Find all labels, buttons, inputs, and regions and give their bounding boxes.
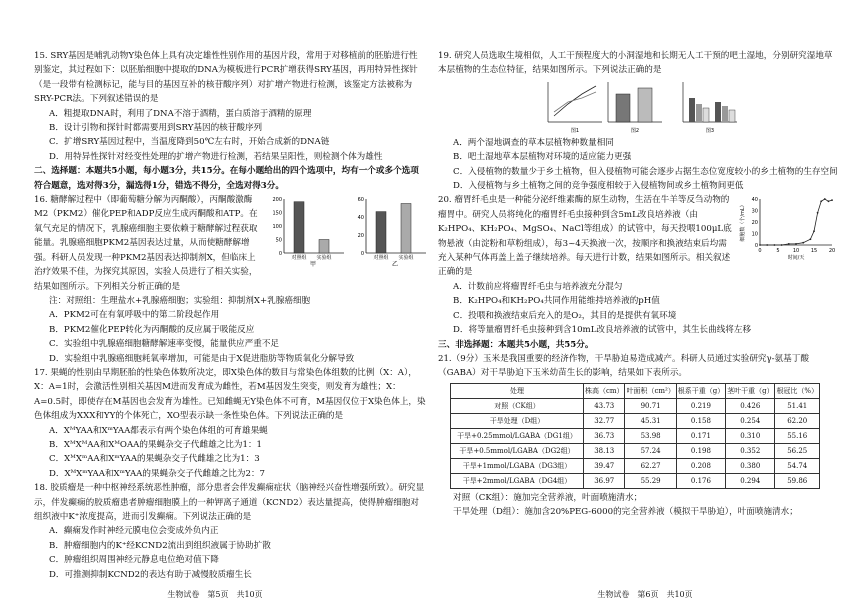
bar bbox=[616, 94, 630, 122]
data-point bbox=[781, 245, 783, 247]
panel-label: 图3 bbox=[705, 127, 715, 134]
table-cell: 39.47 bbox=[584, 458, 625, 473]
x-tick-label: 20 bbox=[828, 248, 836, 255]
table-cell: 干旱+1mmol/LGABA（DG3组） bbox=[451, 458, 584, 473]
y-tick-label: 200 bbox=[272, 197, 282, 204]
data-point bbox=[820, 201, 822, 203]
q15-option-d: D．用特异性探针对经变性处理的扩增产物进行检测，若结果呈阳性，则检测个体为雄性 bbox=[49, 151, 383, 162]
x-tick-label: 实验组 bbox=[398, 255, 414, 262]
q17-option-b: B．XᴹXᴹAA和XᴹOAA的果蝇杂交子代雌雄之比为1：1 bbox=[49, 439, 263, 450]
table-cell: 43.73 bbox=[584, 398, 625, 413]
q16-bar-charts bbox=[266, 195, 426, 273]
q18-option-d: D．可推测抑制KCND2的表达有助于减慢胶质瘤生长 bbox=[49, 569, 252, 580]
bar bbox=[401, 204, 411, 254]
y-tick-label: 50 bbox=[275, 237, 282, 244]
q16-option-c: C．实验组中乳腺癌细胞糖酵解速率变慢，能量供应严重不足 bbox=[49, 339, 280, 350]
bar bbox=[696, 104, 702, 122]
growth-line bbox=[760, 199, 832, 245]
x-tick-label: 10 bbox=[792, 248, 800, 255]
bar bbox=[294, 202, 304, 253]
bar bbox=[729, 110, 735, 122]
table-row bbox=[451, 458, 820, 473]
q15-option-b: B．设计引物和探针时都需要用到SRY基因的核苷酸序列 bbox=[49, 123, 263, 134]
y-tick-label: 10 bbox=[751, 231, 758, 238]
table-cell: 0.310 bbox=[726, 428, 775, 443]
table-cell: 0.208 bbox=[676, 458, 725, 473]
table-cell: 0.171 bbox=[676, 428, 725, 443]
data-point bbox=[824, 199, 826, 201]
page-footer-right: 生物试卷 第6页 共10页 bbox=[597, 589, 693, 599]
q18-option-a: A．癫痫发作时神经元膜电位会变成外负内正 bbox=[49, 526, 219, 537]
table-cell: 0.254 bbox=[726, 413, 775, 428]
chart-panel-jia bbox=[272, 197, 344, 268]
q19-niche-charts bbox=[438, 78, 838, 136]
series-line bbox=[554, 86, 596, 116]
table-header-row bbox=[451, 383, 820, 398]
bar bbox=[638, 88, 652, 122]
table-cell: 59.86 bbox=[775, 473, 820, 488]
table-cell: 55.29 bbox=[625, 473, 676, 488]
data-point bbox=[831, 200, 833, 202]
q19-option-d: D．入侵植物与乡土植物之间的竞争强度相较于入侵植物间或乡土植物间更低 bbox=[453, 181, 744, 192]
data-point bbox=[828, 201, 830, 203]
x-tick-label: 对照组 bbox=[373, 255, 389, 262]
data-point bbox=[795, 243, 797, 245]
panel-label: 甲 bbox=[309, 261, 317, 269]
table-header-cell: 处理 bbox=[451, 383, 584, 398]
bar bbox=[319, 240, 329, 254]
data-point bbox=[810, 239, 812, 241]
right-column bbox=[438, 49, 840, 520]
y-tick-label: 40 bbox=[751, 197, 758, 204]
y-tick-label: 0 bbox=[754, 243, 758, 250]
q21-note-2: 干旱处理（D组）：施加含20%PEG-6000的完全营养液（模拟干旱胁迫），叶面喷施清水； bbox=[453, 507, 798, 518]
q20-option-a: A．计数前应将瘤胃纤毛虫与培养液充分混匀 bbox=[453, 281, 623, 292]
question-20: 20. 瘤胃纤毛虫是一种能分泌纤维素酶的原生动物，生活在牛羊等反刍动物的瘤胃中。研究人员将纯化的瘤胃纤毛虫接种到含5mL改良培养液（由K₂HPO₄、KH₂PO₄、MgSO₄、NaCl等组成）的试管中，每天投喂100μL底物悬液（由淀粉和草粉组成），每3~4天换液一次，按顺序和换液结束后均需充入某种气体再盖上盖子继续培养。每天进行计数，结果如图所示。相关叙述正确的是 bbox=[438, 195, 732, 278]
question-17: 17. 果蝇的性别由早期胚胎的性染色体数所决定，即X染色体的数目与常染色体组数的比例（X：A），X：A=1时，会激活性别相关基因M进而发育成为雌性，若M基因发生突变，则发育为雄性；X：A=0.5时，即使存在M基因也会发育为雄性。已知雌蝇无Y染色体不可育，M基因仅位于X染色体上，染色体组成为XXX和YY的个体死亡，XO型表示缺一条性染色体。下列说法正确的是 bbox=[34, 367, 426, 422]
data-point bbox=[817, 212, 819, 214]
growth-chart bbox=[739, 197, 835, 261]
section-3-heading: 三、非选择题：本题共5小题，共55分。 bbox=[438, 339, 594, 350]
table-header-cell: 株高（cm） bbox=[584, 383, 625, 398]
y-tick-label: 30 bbox=[751, 208, 758, 215]
table-header-cell: 叶面积（cm²） bbox=[625, 383, 676, 398]
bar bbox=[715, 102, 721, 122]
panel-label: 图2 bbox=[630, 127, 640, 134]
panel-label: 乙 bbox=[391, 261, 399, 269]
q20-option-c: C．投喂和换液结束后充入的是O₂，其目的是提供有氧环境 bbox=[453, 310, 677, 321]
q19-option-a: A．两个湿地调查的草本层植物种数量相同 bbox=[453, 137, 614, 148]
q20-figure bbox=[738, 193, 840, 263]
table-cell: 90.71 bbox=[625, 398, 676, 413]
table-cell: 干旱+2mmol/LGABA（DG4组） bbox=[451, 473, 584, 488]
right-page bbox=[430, 0, 860, 608]
question-18: 18. 胶质瘤是一种中枢神经系统恶性肿瘤，部分患者会伴发癫痫症状（脑神经兴奋性增强所致）。研究显示，伴发癫痫的胶质瘤患者肿瘤细胞膜上的一种钾离子通道（KCND2）表达量提高，使得肿瘤细胞对组织液中K⁺浓度提高，进而引发癫痫。下列说法正确的是 bbox=[34, 483, 425, 522]
question-16: 16. 糖酵解过程中（即葡萄糖分解为丙酮酸），丙酮酸激酶M2（PKM2）催化PEP和ADP反应生成丙酮酸和ATP。在氧气充足的情况下，乳腺癌细胞主要依赖于糖酵解过程获取能量。乳腺癌细胞PKM2基因表达过量，从而使糖酵解增强。科研人员发现一种PKM2基因表达抑制剂X，但临床上治疗效果不佳，为探究其原因，实验人员进行了相关实验，结果如图所示。下列相关分析正确的是 bbox=[34, 195, 258, 292]
question-19: 19. 研究人员选取生境相似，人工干预程度大的小洞湿地和长期无人工干预的吧土湿地，分别研究湿地草本层植物的生态位特征，结果如图所示。下列说法正确的是 bbox=[438, 51, 833, 76]
table-cell: 62.27 bbox=[625, 458, 676, 473]
q18-option-c: C．肿瘤组织周围神经元静息电位绝对值下降 bbox=[49, 555, 219, 566]
data-point bbox=[788, 243, 790, 245]
table-cell: 56.25 bbox=[775, 443, 820, 458]
y-tick-label: 20 bbox=[357, 233, 364, 240]
y-tick-label: 0 bbox=[278, 251, 282, 258]
question-15: 15. SRY基因是哺乳动物Y染色体上具有决定雄性性别作用的基因片段，常用于对移植前的胚胎进行性别鉴定，其过程如下：以胚胎细胞中提取的DNA为模板进行PCR扩增获得SRY基因，再用特异性探针（是一段带有检测标记，能与目的基因互补的核苷酸序列）对扩增产物进行检测，该鉴定方法被称为SRY-PCR法。下列叙述错误的是 bbox=[34, 51, 418, 105]
table-cell: 0.198 bbox=[676, 443, 725, 458]
q15-option-c: C．扩增SRY基因过程中，当温度降到50℃左右时，开始合成新的DNA链 bbox=[49, 137, 330, 148]
chart-panel-yi bbox=[358, 197, 426, 268]
table-cell: 36.73 bbox=[584, 428, 625, 443]
bar bbox=[689, 98, 695, 122]
x-tick-label: 5 bbox=[776, 248, 780, 255]
table-cell: 51.41 bbox=[775, 398, 820, 413]
bar bbox=[703, 108, 709, 122]
q15-option-a: A．粗提取DNA时，利用了DNA不溶于酒精，蛋白质溶于酒精的原理 bbox=[49, 108, 312, 119]
data-point bbox=[802, 242, 804, 244]
table-cell: 38.13 bbox=[584, 443, 625, 458]
table-row bbox=[451, 443, 820, 458]
table-row bbox=[451, 413, 820, 428]
table-row bbox=[451, 473, 820, 488]
x-axis-label: 时间/天 bbox=[787, 255, 805, 262]
table-cell: 0.176 bbox=[676, 473, 725, 488]
q19-option-b: B．吧土湿地草本层植物对环境的适应能力更强 bbox=[453, 152, 632, 163]
q17-option-c: C．XᴹXᵐAA和XᵐYAA的果蝇杂交子代雌雄之比为1：3 bbox=[49, 454, 260, 465]
x-tick-label: 0 bbox=[758, 248, 762, 255]
q16-note: 注：对照组：生理盐水+乳腺癌细胞；实验组：抑制剂X+乳腺癌细胞 bbox=[49, 295, 311, 306]
table-row bbox=[451, 428, 820, 443]
q18-option-b: B．肿瘤细胞内的K⁺经KCND2流出到组织液属于协助扩散 bbox=[49, 540, 271, 551]
q19-figure-group bbox=[548, 82, 737, 134]
x-tick-label: 实验组 bbox=[316, 255, 332, 262]
table-header-cell: 茎叶干重（g） bbox=[726, 383, 775, 398]
question-21: 21.（9分）玉米是我国重要的经济作物，干旱胁迫易造成减产。科研人员通过实验研究γ-氨基丁酸（GABA）对干旱胁迫下玉米幼苗生长的影响，结果如下表所示。 bbox=[438, 353, 809, 379]
table-cell: 36.97 bbox=[584, 473, 625, 488]
left-column bbox=[34, 49, 426, 582]
table-row bbox=[451, 398, 820, 413]
data-point bbox=[766, 245, 768, 247]
panel-label: 图1 bbox=[570, 127, 580, 134]
table-cell: 对照（CK组） bbox=[451, 398, 584, 413]
table-cell: 干旱+0.5mmol/LGABA（DG2组） bbox=[451, 443, 584, 458]
bar bbox=[722, 106, 728, 122]
data-point bbox=[759, 245, 761, 247]
table-cell: 0.426 bbox=[726, 398, 775, 413]
series-line bbox=[554, 92, 596, 112]
table-body bbox=[451, 398, 820, 488]
y-tick-label: 20 bbox=[751, 220, 758, 227]
y-tick-label: 0 bbox=[360, 251, 364, 258]
q20-option-b: B．K₂HPO₄和KH₂PO₄共同作用能维持培养液的pH值 bbox=[453, 296, 660, 307]
q16-option-a: A．PKM2可在有氧呼吸中的第二阶段起作用 bbox=[49, 310, 220, 321]
x-tick-label: 对照组 bbox=[291, 255, 307, 262]
y-tick-label: 40 bbox=[357, 215, 364, 222]
table-cell: 55.16 bbox=[775, 428, 820, 443]
y-tick-label: 60 bbox=[357, 197, 364, 204]
table-cell: 53.98 bbox=[625, 428, 676, 443]
table-cell: 32.77 bbox=[584, 413, 625, 428]
q20-growth-curve bbox=[738, 193, 840, 263]
q16-option-b: B．PKM2催化PEP转化为丙酮酸的反应属于吸能反应 bbox=[49, 324, 255, 335]
x-tick-label: 15 bbox=[810, 248, 818, 255]
table-cell: 62.20 bbox=[775, 413, 820, 428]
table-header-cell: 根系干重（g） bbox=[676, 383, 725, 398]
q16-figure bbox=[266, 195, 426, 273]
table-cell: 0.294 bbox=[726, 473, 775, 488]
q17-option-d: D．XᴹXᵐYAA和XᵐYAA的果蝇杂交子代雌雄之比为2：7 bbox=[49, 468, 266, 479]
data-point bbox=[774, 245, 776, 247]
table-header-cell: 根冠比（%） bbox=[775, 383, 820, 398]
table-cell: 0.352 bbox=[726, 443, 775, 458]
page-footer-left: 生物试卷 第5页 共10页 bbox=[167, 589, 263, 599]
y-tick-label: 150 bbox=[272, 210, 282, 217]
table-cell: 0.219 bbox=[676, 398, 725, 413]
bar bbox=[376, 212, 386, 253]
q19-option-c: C．入侵植物的数量少于乡土植物，但入侵植物可能会逐步占据生态位宽度较小的乡土植物的生存空间 bbox=[453, 166, 838, 177]
q21-note-1: 对照（CK组）：施加完全营养液，叶面喷施清水； bbox=[453, 492, 643, 503]
table-cell: 57.24 bbox=[625, 443, 676, 458]
table-cell: 45.31 bbox=[625, 413, 676, 428]
table-cell: 干旱+0.25mmol/LGABA（DG1组） bbox=[451, 428, 584, 443]
y-tick-label: 100 bbox=[272, 224, 282, 231]
q17-option-a: A．XᴹYAA和XᵐYAA都表示有两个染色体组的可育雄果蝇 bbox=[49, 425, 268, 436]
table-cell: 54.74 bbox=[775, 458, 820, 473]
table-cell: 0.158 bbox=[676, 413, 725, 428]
q20-option-d: D．将等量瘤胃纤毛虫接种到含10mL改良培养液的试管中，其生长曲线将左移 bbox=[453, 325, 752, 336]
section-2-heading: 二、选择题：本题共5小题，每小题3分，共15分。在每小题给出的四个选项中，均有一个或多个选项符合题意，选对得3分，漏选得1分，错选不得分，全选对得3分。 bbox=[34, 166, 419, 191]
q19-figures bbox=[438, 78, 840, 136]
y-axis-label: 细胞数（个/mL） bbox=[740, 202, 746, 243]
gaba-table bbox=[450, 383, 820, 489]
table-cell: 0.380 bbox=[726, 458, 775, 473]
table-cell: 干旱处理（D组） bbox=[451, 413, 584, 428]
data-point bbox=[813, 231, 815, 233]
q16-option-d: D．实验组中乳腺癌细胞耗氧率增加，可能是由于X促进脂肪等物质氧化分解导致 bbox=[49, 353, 355, 364]
